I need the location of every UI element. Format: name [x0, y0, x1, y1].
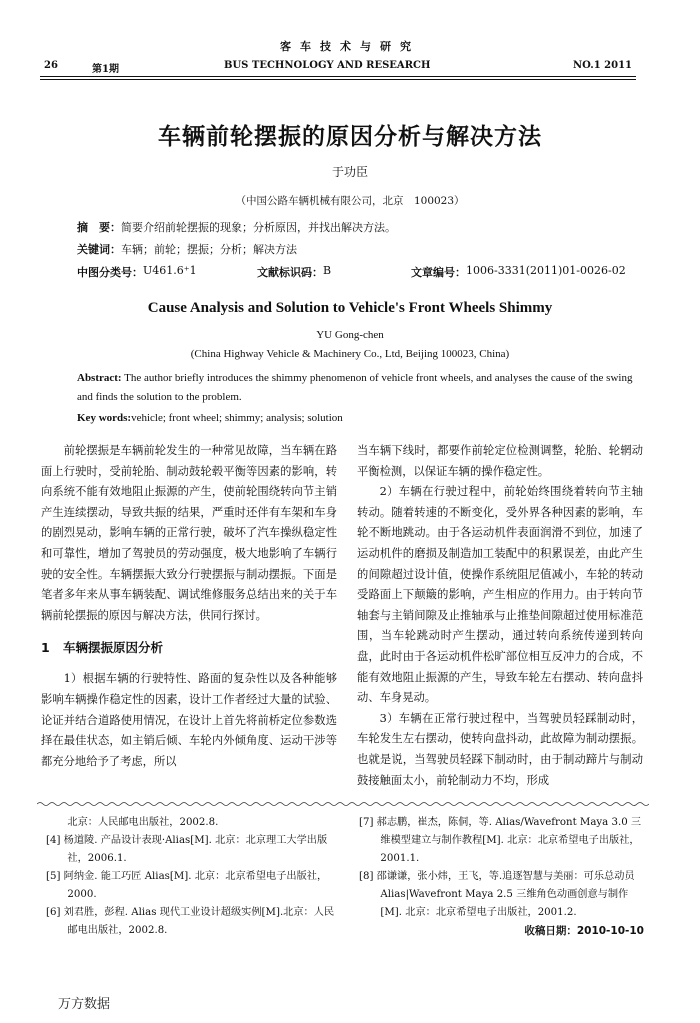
reference-item: [5] 阿纳金. 能工巧匠 Alias[M]. 北京：北京希望电子出版社，2000.	[46, 871, 328, 900]
clc-value: U461.6⁺1	[143, 264, 197, 277]
affiliation-cn: （中国公路车辆机械有限公司，北京 100023）	[235, 195, 465, 207]
intro-paragraph: 前轮摆振是车辆前轮发生的一种常见故障，当车辆在路面上行驶时，受前轮胎、制动鼓轮毂平衡等因素的影响，转向系统不能有效地阻止振源的产生，使前轮围绕转向节主销产生连续摆动，导致共振的结果，严重时还伴有车架和车身的剧烈晃动，影响车辆的正常行驶，破坏了汽车操纵稳定性和可靠性，增加了驾驶员的劳动强度，极大地影响了车辆行驶的安全性。车辆摆振大致分行驶摆振与制动摆振。下面是笔者多年来从事车辆装配、调试维修服务总结出来的关于车辆前轮摆振的原因与解决方法，供同行探讨。	[41, 444, 337, 622]
received-date: 收稿日期：2010-10-10	[524, 925, 644, 937]
author-cn: 于功臣	[331, 165, 368, 179]
journal-title-en: BUS TECHNOLOGY AND RESEARCH	[224, 60, 431, 71]
abstract-en-label: Abstract:	[77, 372, 122, 384]
abstract-cn-text: 简要介绍前轮摆振的现象；分析原因，并找出解决方法。	[121, 221, 396, 234]
keywords-en-text: vehicle; front wheel; shimmy; analysis; solution	[131, 412, 343, 424]
abstract-en	[77, 369, 637, 407]
keywords-cn-text: 车辆；前轮；摆振；分析；解决方法	[121, 243, 297, 256]
reference-item: 北京：人民邮电出版社，2002.8.	[67, 817, 219, 828]
article-no-value: 1006-3331(2011)01-0026-02	[466, 264, 626, 277]
affiliation-en: (China Highway Vehicle & Machinery Co., Ltd, Beijing 100023, China)	[190, 348, 510, 360]
reference-item: [6] 刘君胜，彭程. Alias 现代工业设计超级实例[M].北京：人民邮电出版社，2002.8.	[46, 907, 335, 936]
issue-cn: 第1期	[92, 64, 119, 75]
doc-code-label: 文献标识码：	[257, 266, 323, 279]
references-left	[46, 814, 336, 940]
reference-item: [7] 郝志鹏，崔杰，陈侗，等. Alias/Wavefront Maya 3.0 三维模型建立与制作教程[M]. 北京：北京希望电子出版社，2001.1.	[359, 817, 642, 864]
keywords-cn-label: 关键词：	[77, 243, 121, 256]
paper-title-cn: 车辆前轮摆振的原因分析与解决方法	[158, 124, 542, 150]
keywords-en-label: Key words:	[77, 412, 132, 424]
abstract-cn	[77, 219, 637, 235]
section-heading	[41, 638, 337, 658]
keywords-cn	[77, 241, 637, 257]
reference-item: [4] 杨道陵. 产品设计表现·Alias[M]. 北京：北京理工大学出版社，2006.1.	[46, 835, 328, 864]
wavy-separator	[37, 801, 649, 807]
section-title: 车辆摆振原因分析	[63, 640, 164, 656]
article-no-label: 文章编号：	[411, 266, 466, 279]
paragraph-3: 3）车辆在正常行驶过程中，当驾驶员轻踩制动时，车轮发生左右摆动，使转向盘抖动，此故障为制动摆振。也就是说，当驾驶员轻踩下制动时，由于制动蹄片与制动鼓接触面太小，前轮制动力不均，形成	[357, 711, 643, 787]
page-number: 26	[44, 60, 58, 71]
body-column-left	[41, 441, 337, 772]
header-rule	[40, 76, 636, 77]
references-right	[359, 814, 644, 940]
header-rule-thin	[40, 79, 636, 80]
abstract-en-text: The author briefly introduces the shimmy phenomenon of vehicle front wheels, and analyses the cause of the swing and finds the solution to the problem.	[77, 372, 633, 403]
clc-label: 中图分类号：	[77, 266, 143, 279]
reference-item: [8] 邵谦谦，张小炜，王飞，等.追逐智慧与美丽：可乐总动员 Alias|Wavefront Maya 2.5 三维角色动画创意与制作[M]. 北京：北京希望电子出版社，2001.2.	[359, 871, 635, 918]
issue-en: NO.1 2011	[572, 60, 632, 71]
paragraph-2: 2）车辆在行驶过程中，前轮始终围绕着转向节主轴转动。随着转速的不断变化，受外界各种因素的影响，车轮不断地跳动。由于各运动机件表面润滑不到位，加速了运动机件的磨损及制造加工装配中的积累误差，由此产生的间隙超过设计值，使操作系统阻尼值减小，车轮的转动受路面上下颠簸的影响，产生相应的作用力。由于转向节轴套与主销间隙及止推轴承与止推垫间隙超过使用标准范围，当车轮跳动时产生摆动，通过转向系统传递到转向盘，此时由于各运动机件松旷部位相互反冲力的合成，不能有效地阻止振源的产生，导致车轮左右摆动、转向盘抖动、车身晃动。	[357, 485, 643, 705]
body-column-right	[357, 441, 643, 791]
watermark: 万方数据	[58, 997, 111, 1012]
abstract-cn-label: 摘 要：	[77, 221, 121, 234]
paragraph-1: 1）根据车辆的行驶特性、路面的复杂性以及各种能够影响车辆操作稳定性的因素，设计工作者经过大量的试验、论证并结合道路使用情况，在设计上首先将前桥定位参数选择在最佳状态，如主销后倾、车轮内外倾角度、运动干涉等都充分地给予了考虑，所以	[41, 672, 337, 768]
paragraph-1-continued: 当车辆下线时，都要作前轮定位检测调整，轮胎、轮辋动平衡检测，以保证车辆的操作稳定性。	[357, 444, 643, 478]
author-en: YU Gong-chen	[316, 329, 384, 341]
section-number: 1	[41, 640, 50, 656]
doc-code-value: B	[323, 264, 332, 277]
keywords-en	[77, 412, 637, 424]
journal-title-cn: 客车技术与研究	[280, 40, 420, 53]
paper-title-en: Cause Analysis and Solution to Vehicle's Front Wheels Shimmy	[147, 300, 553, 316]
